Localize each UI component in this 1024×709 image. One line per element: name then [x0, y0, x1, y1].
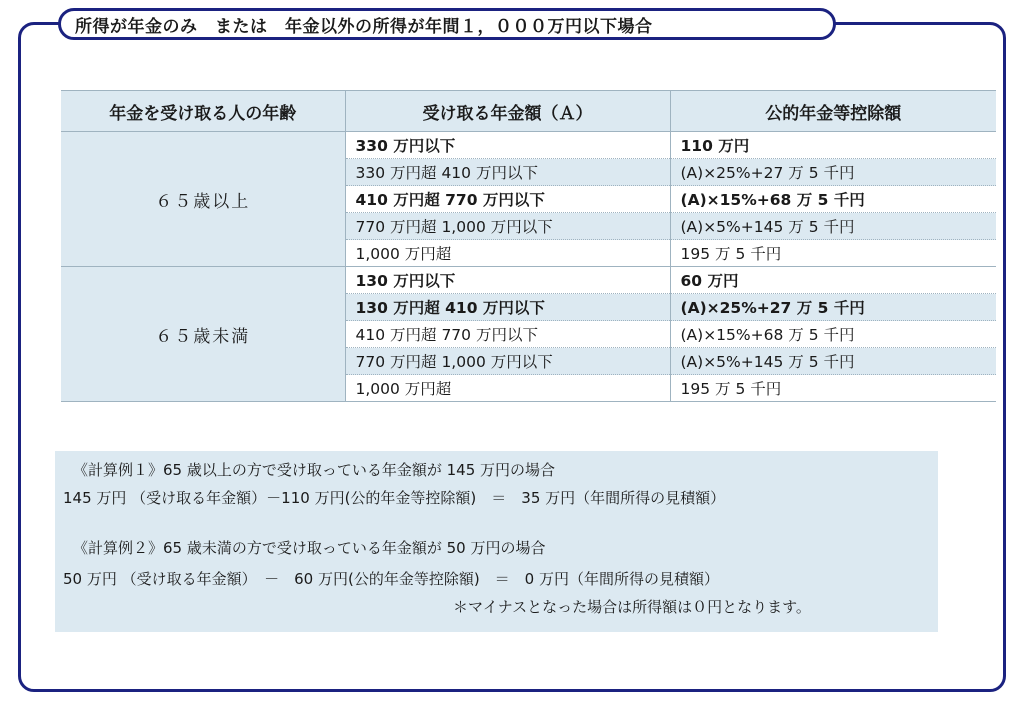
- age-group-cell: ６５歳未満: [61, 267, 345, 402]
- page-title: [58, 8, 836, 40]
- amount-cell: 770 万円超 1,000 万円以下: [345, 213, 670, 240]
- amount-cell: 330 万円超 410 万円以下: [345, 159, 670, 186]
- amount-cell: 130 万円以下: [345, 267, 670, 294]
- deduction-cell: (A)×25%+27 万 5 千円: [670, 159, 996, 186]
- amount-cell: 410 万円超 770 万円以下: [345, 321, 670, 348]
- deduction-cell: 60 万円: [670, 267, 996, 294]
- example-2-calculation: 50 万円 （受け取る年金額） － 60 万円(公的年金等控除額) ＝ 0 万円（年間所得の見積額）: [63, 570, 719, 588]
- table-row: [61, 132, 996, 159]
- deduction-cell: 110 万円: [670, 132, 996, 159]
- header-deduction: 公的年金等控除額: [670, 91, 996, 132]
- negative-result-note: ＊マイナスとなった場合は所得額は０円となります。: [453, 598, 811, 616]
- header-age: 年金を受け取る人の年齢: [61, 91, 345, 132]
- amount-cell: 330 万円以下: [345, 132, 670, 159]
- amount-cell: 770 万円超 1,000 万円以下: [345, 348, 670, 375]
- amount-cell: 130 万円超 410 万円以下: [345, 294, 670, 321]
- header-pension-amount: 受け取る年金額（Ａ）: [345, 91, 670, 132]
- amount-cell: 1,000 万円超: [345, 375, 670, 402]
- age-group-cell: ６５歳以上: [61, 132, 345, 267]
- amount-cell: 1,000 万円超: [345, 240, 670, 267]
- pension-deduction-table: [61, 90, 996, 402]
- deduction-cell: (A)×5%+145 万 5 千円: [670, 348, 996, 375]
- deduction-cell: 195 万 5 千円: [670, 375, 996, 402]
- example-1-calculation: 145 万円 （受け取る年金額）－110 万円(公的年金等控除額) ＝ 35 万円（年間所得の見積額）: [63, 489, 726, 507]
- table-row: [61, 267, 996, 294]
- amount-cell: 410 万円超 770 万円以下: [345, 186, 670, 213]
- deduction-cell: (A)×15%+68 万 5 千円: [670, 321, 996, 348]
- example-2-title: 《計算例２》65 歳未満の方で受け取っている年金額が 50 万円の場合: [73, 539, 546, 557]
- deduction-cell: 195 万 5 千円: [670, 240, 996, 267]
- calculation-examples: [55, 451, 938, 632]
- page-title-text: 所得が年金のみ または 年金以外の所得が年間１，０００万円以下場合: [75, 16, 653, 37]
- deduction-cell: (A)×5%+145 万 5 千円: [670, 213, 996, 240]
- table-header-row: [61, 91, 996, 132]
- example-1-title: 《計算例１》65 歳以上の方で受け取っている年金額が 145 万円の場合: [73, 461, 556, 479]
- deduction-cell: (A)×15%+68 万 5 千円: [670, 186, 996, 213]
- deduction-cell: (A)×25%+27 万 5 千円: [670, 294, 996, 321]
